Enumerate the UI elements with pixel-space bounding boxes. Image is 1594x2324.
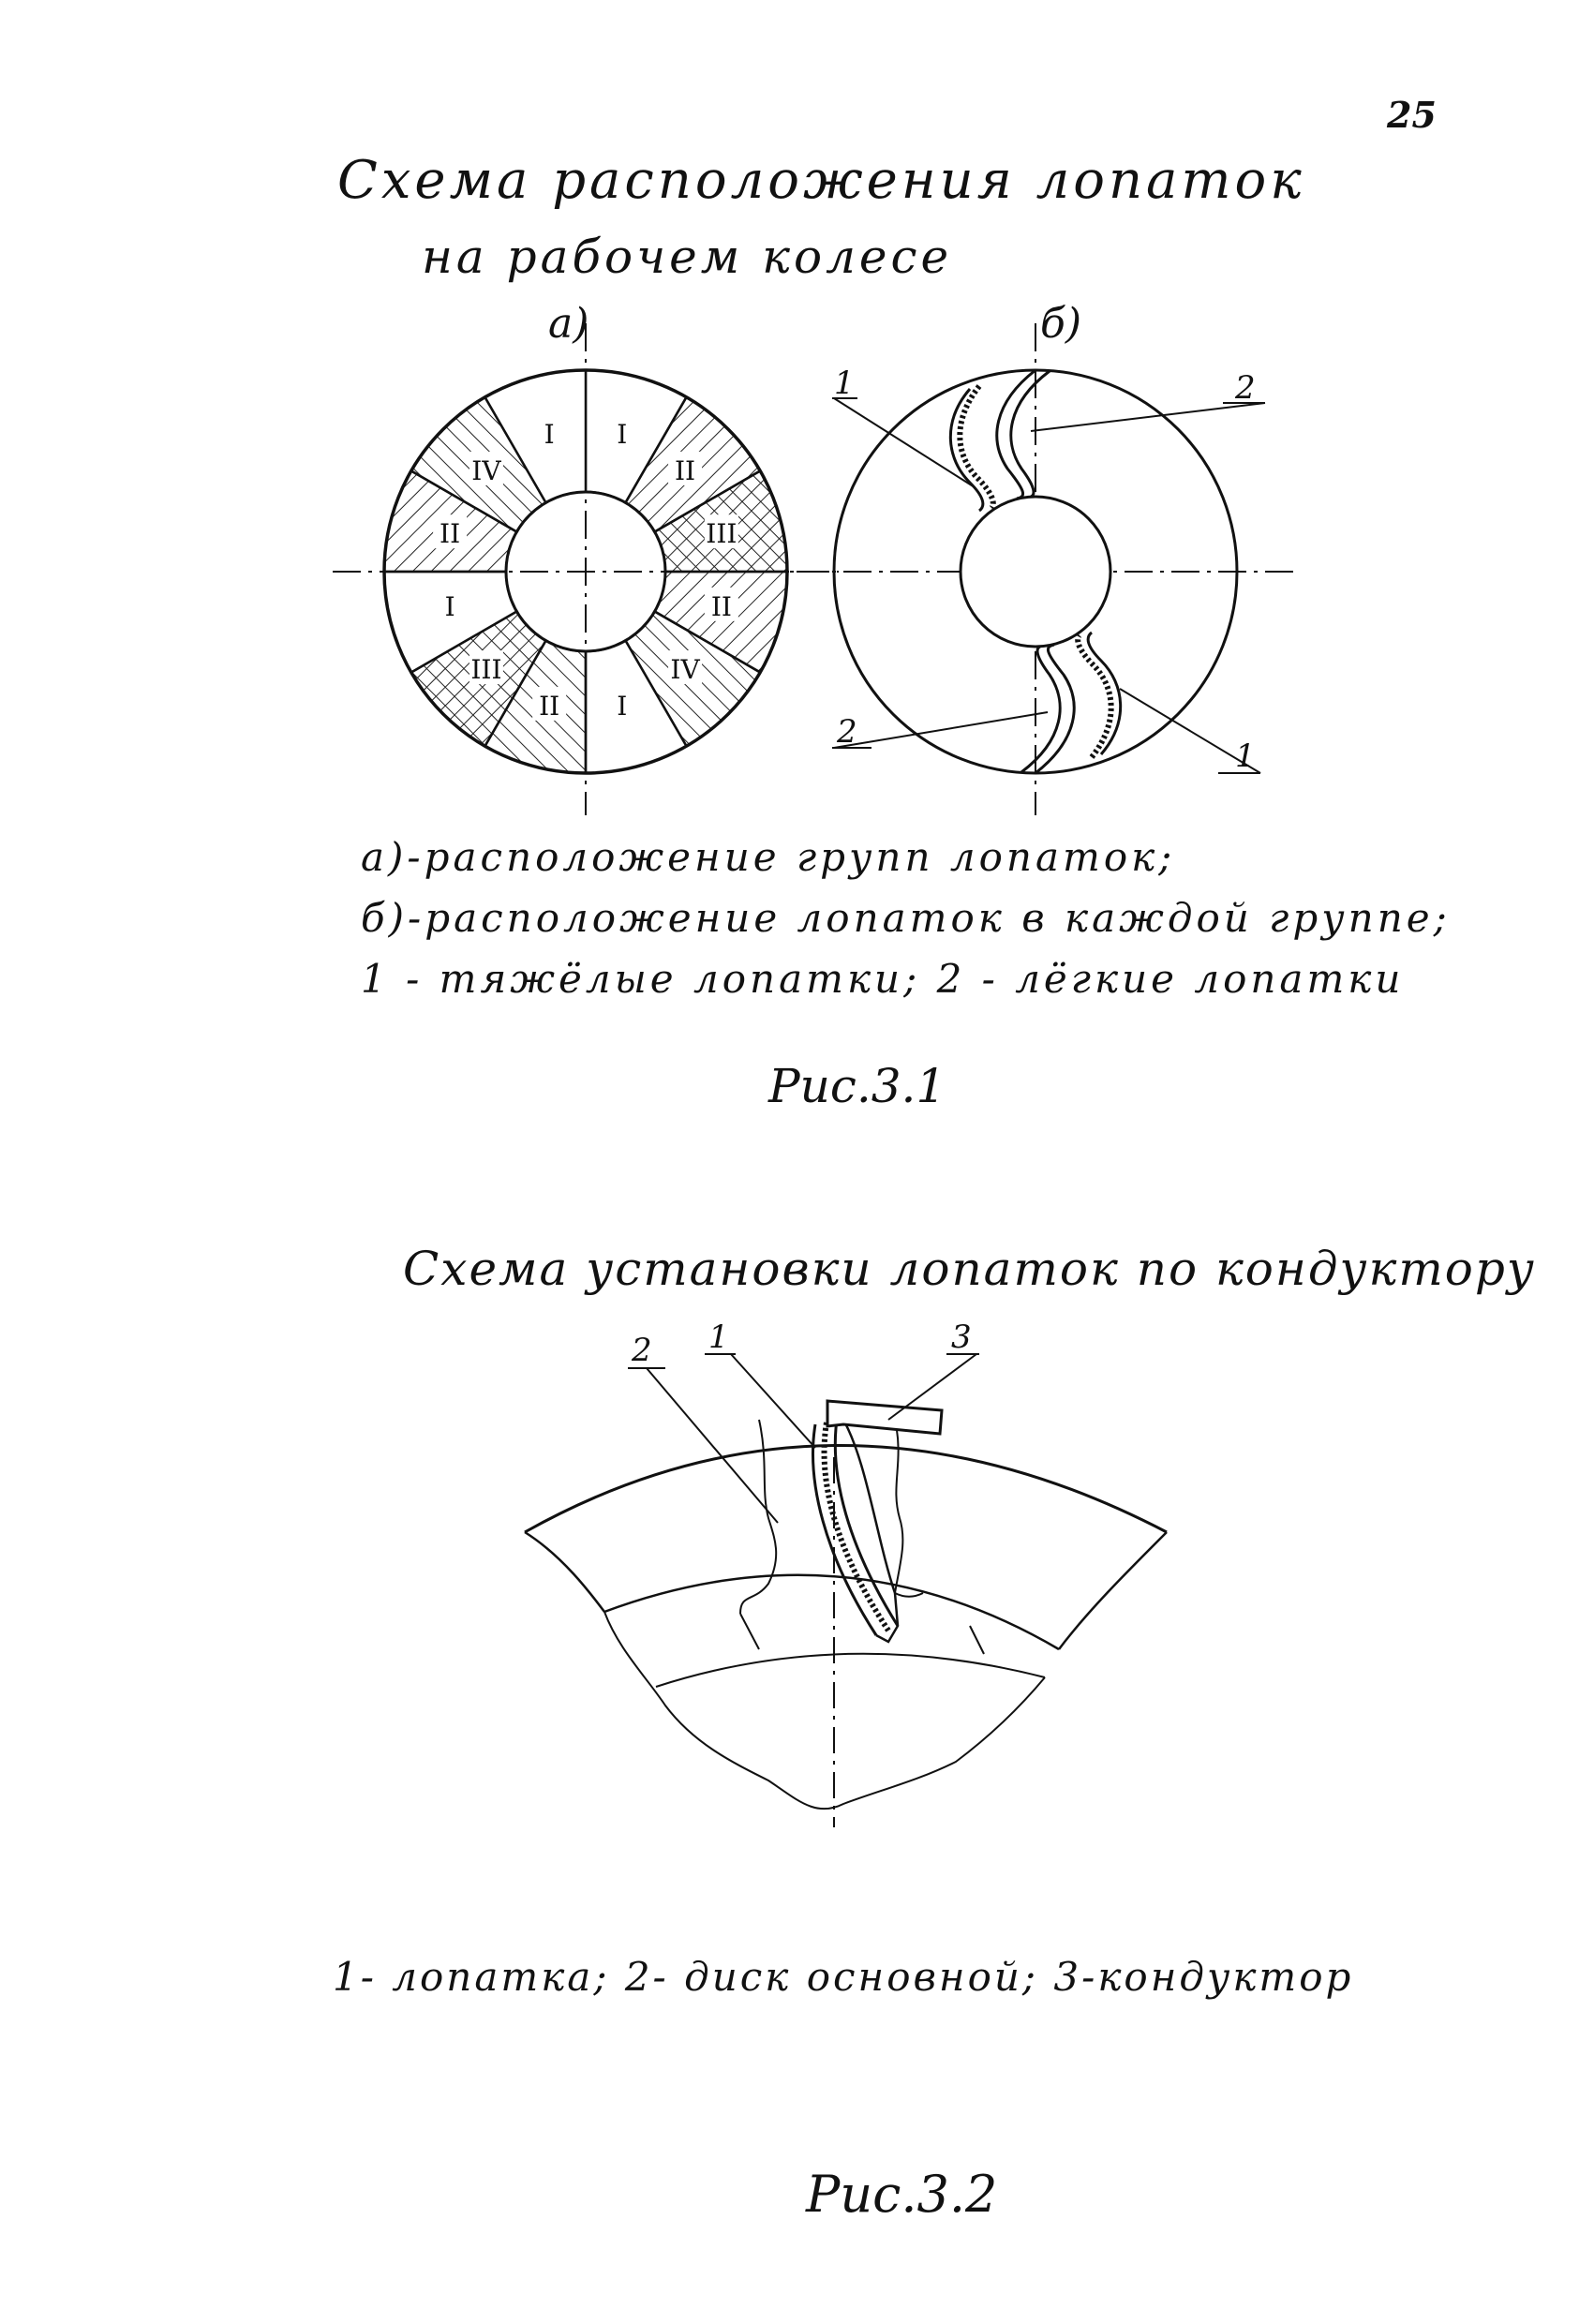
callout-b-1-top: 1 [834, 365, 855, 402]
callout-b-2-top: 2 [1235, 369, 1256, 407]
sector-label-3: III [706, 518, 737, 550]
sector-label-5: IV [670, 654, 700, 686]
sector-label-8: III [470, 654, 502, 686]
caption-line-3: 1 - тяжёлые лопатки; 2 - лёгкие лопатки [361, 956, 1405, 1002]
impeller-disc-b [750, 323, 1293, 815]
subfigure-a-label: а) [548, 300, 589, 348]
impeller-disc-a [333, 323, 839, 815]
jig-diagram [525, 1318, 1167, 1827]
callout-1: 1 [708, 1318, 729, 1356]
figure1-title-line1: Схема расположения лопаток [337, 150, 1305, 211]
sector-label-12: I [544, 419, 555, 451]
sector-label-10: II [439, 518, 461, 550]
callout-b-1-bottom: 1 [1235, 737, 1256, 775]
figure2-title: Схема установки лопаток по кондуктору [403, 1242, 1536, 1296]
sector-label-4: II [710, 590, 732, 622]
page-number: 25 [1387, 94, 1437, 136]
sector-label-2: II [675, 454, 696, 486]
callout-b-2-bottom: 2 [837, 713, 857, 751]
sector-label-9: I [444, 590, 455, 622]
figure2-label: Рис.3.2 [806, 2165, 998, 2224]
caption-line-2: б)-расположение лопаток в каждой группе; [361, 895, 1451, 941]
sector-label-7: II [539, 690, 560, 722]
figure2-legend: 1- лопатка; 2- диск основной; 3-кондуктор [333, 1954, 1354, 2000]
callout-2: 2 [632, 1332, 652, 1369]
sector-label-11: IV [471, 454, 501, 486]
figure1-title-line2: на рабочем колесе [422, 230, 953, 284]
subfigure-b-label: б) [1040, 300, 1082, 348]
caption-line-1: а)-расположение групп лопаток; [361, 834, 1176, 880]
sector-label-6: I [617, 690, 628, 722]
figure1-label: Рис.3.1 [768, 1059, 946, 1113]
sector-label-1: I [617, 419, 628, 451]
callout-3: 3 [951, 1318, 972, 1356]
